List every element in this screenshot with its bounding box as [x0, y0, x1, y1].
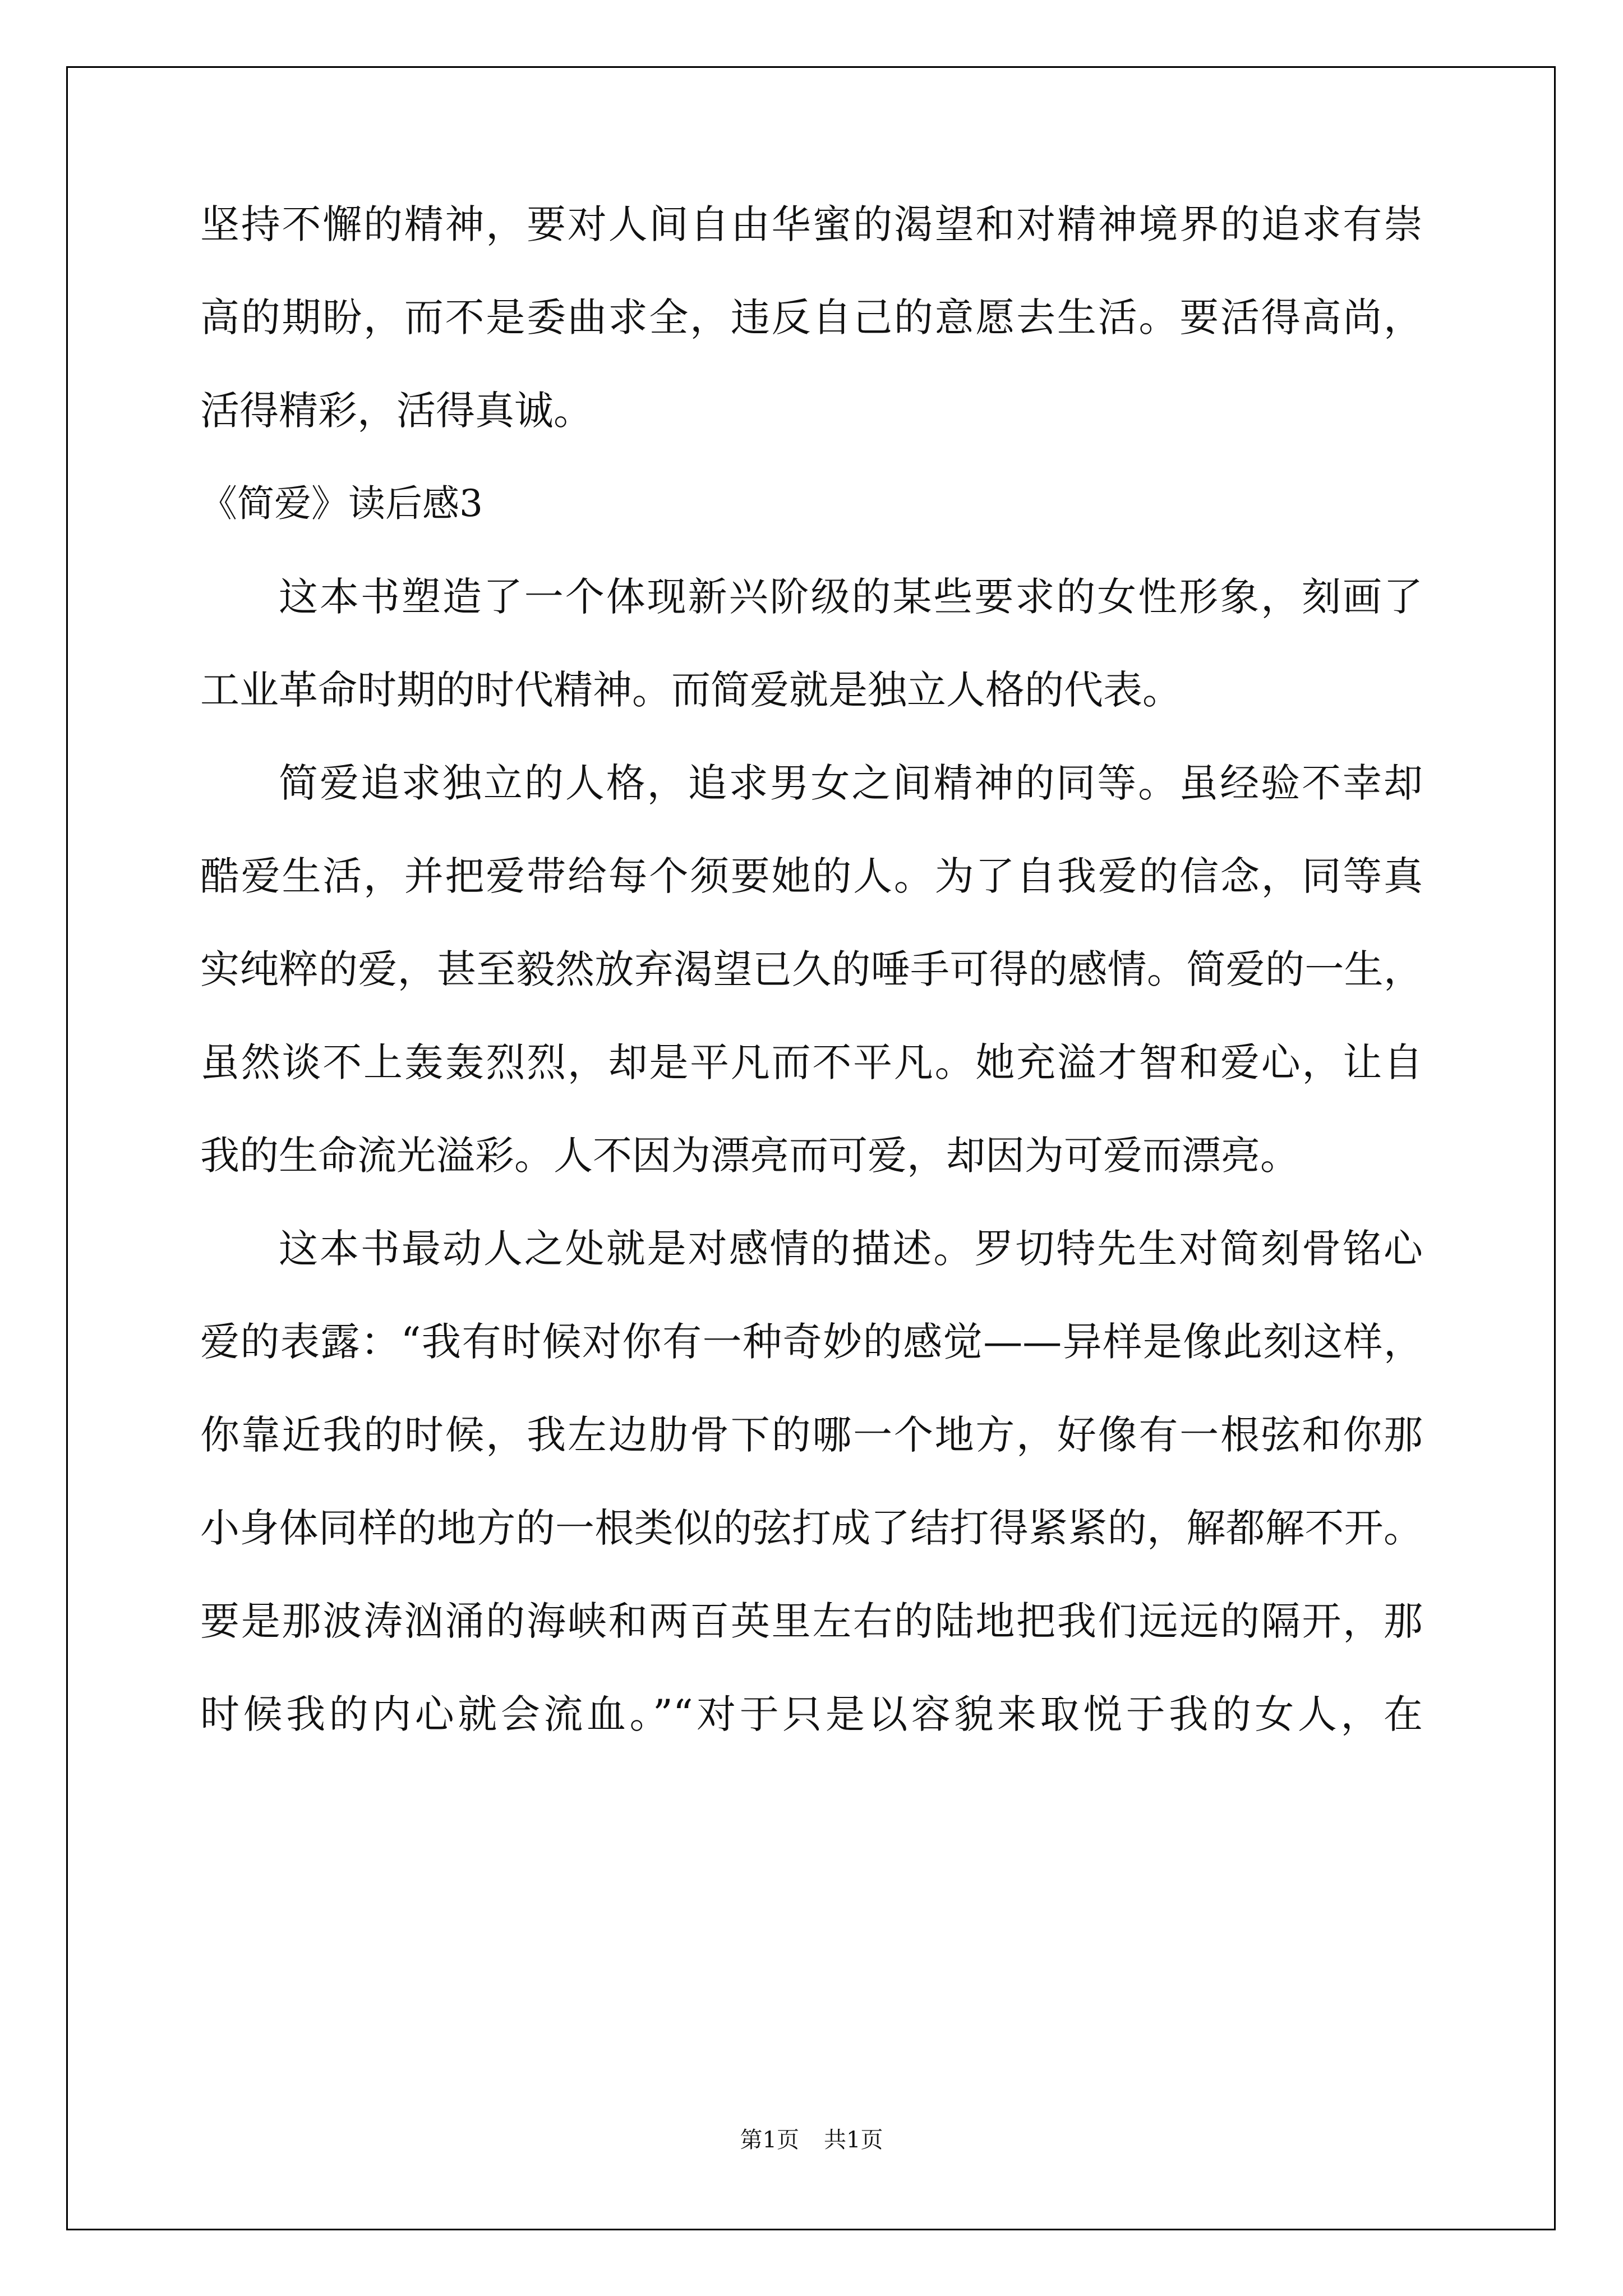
- text-line: 坚持不懈的精神，要对人间自由华蜜的渴望和对精神境界的追求有崇: [200, 201, 1423, 247]
- text-line: 我的生命流光溢彩。人不因为漂亮而可爱，却因为可爱而漂亮。: [200, 1133, 1299, 1179]
- page-footer: [0, 2126, 1623, 2154]
- text-line: 高的期盼，而不是委曲求全，违反自己的意愿去生活。要活得高尚，: [200, 295, 1423, 341]
- section-heading: 《简爱》读后感3: [200, 482, 483, 525]
- page-total: 共1页: [824, 2127, 883, 2153]
- paragraph-first-line: 这本书塑造了一个体现新兴阶级的某些要求的女性形象，刻画了: [279, 574, 1423, 620]
- text-line: 你靠近我的时候，我左边肋骨下的哪一个地方，好像有一根弦和你那: [200, 1412, 1423, 1458]
- text-line: 工业革命时期的时代精神。而简爱就是独立人格的代表。: [200, 667, 1182, 713]
- document-body: [200, 202, 1423, 1737]
- text-line: 时候我的内心就会流血。”“对于只是以容貌来取悦于我的女人，在: [200, 1691, 1423, 1737]
- page-number: 第1页: [740, 2127, 799, 2153]
- text-line: 活得精彩，活得真诚。: [200, 388, 593, 434]
- text-line: 爱的表露：“我有时候对你有一种奇妙的感觉——异样是像此刻这样，: [200, 1319, 1423, 1365]
- text-line: 实纯粹的爱，甚至毅然放弃渴望已久的唾手可得的感情。简爱的一生，: [200, 946, 1423, 992]
- text-line: 小身体同样的地方的一根类似的弦打成了结打得紧紧的，解都解不开。: [200, 1505, 1423, 1551]
- text-line: 虽然谈不上轰轰烈烈，却是平凡而不平凡。她充溢才智和爱心，让自: [200, 1039, 1423, 1085]
- text-line: 要是那波涛汹涌的海峡和两百英里左右的陆地把我们远远的隔开，那: [200, 1598, 1423, 1644]
- text-line: 酷爱生活，并把爱带给每个须要她的人。为了自我爱的信念，同等真: [200, 853, 1423, 899]
- paragraph-first-line: 简爱追求独立的人格，追求男女之间精神的同等。虽经验不幸却: [279, 760, 1423, 806]
- paragraph-first-line: 这本书最动人之处就是对感情的描述。罗切特先生对简刻骨铭心: [279, 1226, 1423, 1272]
